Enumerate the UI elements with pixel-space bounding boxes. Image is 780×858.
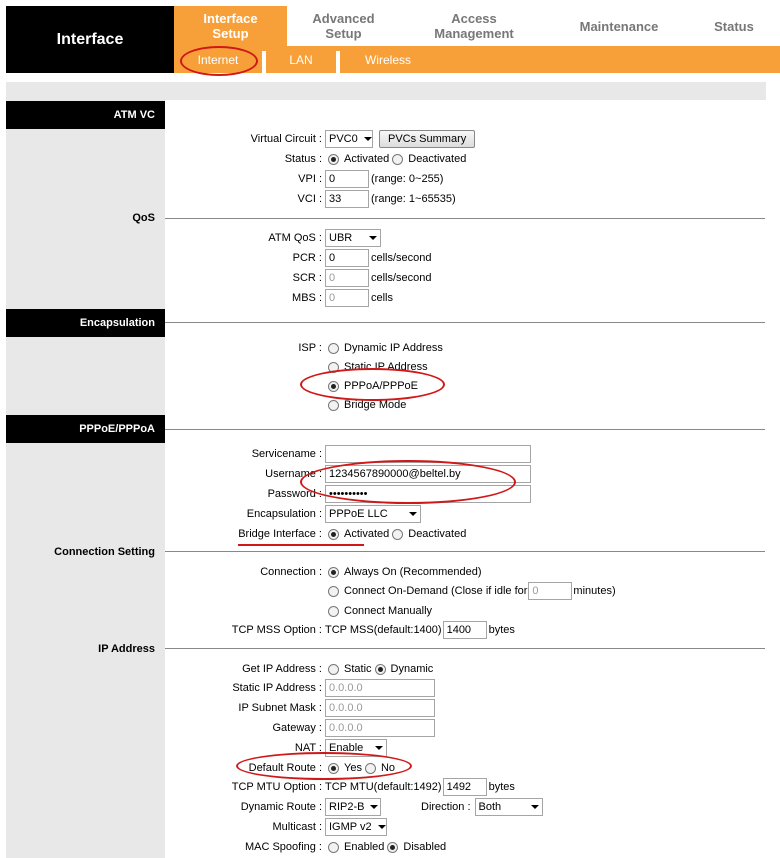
scr-unit: cells/second — [371, 272, 432, 284]
radio-label: Connect Manually — [344, 605, 433, 617]
vpi-input[interactable]: 0 — [325, 170, 369, 188]
tcp-mss-input[interactable]: 1400 — [443, 621, 487, 639]
dynamic-route-label: Dynamic Route : — [240, 801, 322, 813]
section-qos: QoS — [132, 212, 155, 224]
minutes-label: minutes) — [573, 585, 616, 597]
encapsulation-label: Encapsulation : — [246, 508, 322, 520]
radio-label: Always On (Recommended) — [344, 566, 482, 578]
header — [0, 0, 780, 80]
username-input[interactable]: 1234567890000@beltel.by — [325, 465, 531, 483]
radio-label: Dynamic — [390, 663, 434, 675]
nat-label: NAT : — [294, 742, 322, 754]
top-nav — [174, 6, 780, 46]
radio-label: Deactivated — [408, 528, 467, 540]
tab-label: Advanced Setup — [312, 11, 375, 41]
idle-minutes-input[interactable]: 0 — [528, 582, 572, 600]
tab-label: Maintenance — [579, 18, 659, 34]
sub-nav — [174, 46, 780, 73]
tab-maintenance[interactable] — [559, 6, 679, 46]
isp-pppoa-pppoe-radio[interactable] — [328, 381, 339, 392]
default-route-yes-radio[interactable] — [328, 763, 339, 774]
divider — [165, 551, 765, 552]
gateway-label: Gateway : — [272, 722, 322, 734]
dynamic-route-select[interactable] — [325, 798, 381, 816]
tcp-mtu-default-text: TCP MTU(default:1492) — [325, 781, 442, 793]
radio-label: Dynamic IP Address — [344, 342, 443, 354]
radio-label: Static IP Address — [344, 361, 428, 373]
subnet-mask-input[interactable]: 0.0.0.0 — [325, 699, 435, 717]
section-pppoe-pppoa: PPPoE/PPPoA — [6, 415, 165, 443]
vci-label: VCI : — [297, 193, 322, 205]
select-value: PPPoE LLC — [329, 508, 388, 520]
radio-label: Deactivated — [408, 153, 467, 165]
static-ip-input[interactable]: 0.0.0.0 — [325, 679, 435, 697]
vpi-label: VPI : — [298, 173, 322, 185]
pcr-unit: cells/second — [371, 252, 432, 264]
mbs-input[interactable]: 0 — [325, 289, 369, 307]
section-connection-setting: Connection Setting — [54, 546, 155, 558]
divider — [165, 218, 765, 219]
subtab-wireless[interactable]: Wireless — [364, 52, 411, 67]
tcp-mtu-input[interactable]: 1492 — [443, 778, 487, 796]
radio-label: No — [380, 762, 396, 774]
divider — [165, 322, 765, 323]
tab-label: Status — [714, 18, 754, 34]
annotation-underline-bridge — [238, 544, 364, 546]
left-label-column — [6, 82, 165, 858]
tab-label: Access Management — [434, 11, 514, 41]
radio-label: Enabled — [344, 841, 385, 853]
chevron-down-icon — [364, 137, 372, 141]
tcp-mtu-unit: bytes — [488, 781, 515, 793]
select-value: PVC0 — [329, 133, 358, 145]
subtab-internet[interactable]: Internet — [197, 52, 239, 67]
chevron-down-icon — [409, 512, 417, 516]
isp-static-ip-radio[interactable] — [328, 362, 339, 373]
tab-access-management[interactable] — [414, 6, 534, 46]
vci-input[interactable]: 33 — [325, 190, 369, 208]
radio-label: Bridge Mode — [344, 399, 407, 411]
tab-advanced-setup[interactable] — [287, 6, 400, 46]
default-route-no-radio[interactable] — [365, 763, 376, 774]
get-ip-dynamic-radio[interactable] — [375, 664, 386, 675]
section-atm-vc: ATM VC — [6, 101, 165, 129]
divider — [165, 648, 765, 649]
tab-label: Interface Setup — [203, 11, 258, 41]
get-ip-static-radio[interactable] — [328, 664, 339, 675]
mbs-unit: cells — [371, 292, 394, 304]
encapsulation-select[interactable] — [325, 505, 421, 523]
connection-on-demand-radio[interactable] — [328, 586, 339, 597]
select-value: RIP2-B — [329, 801, 365, 813]
servicename-label: Servicename : — [251, 448, 322, 460]
section-encapsulation: Encapsulation — [6, 309, 165, 337]
radio-label: Connect On-Demand (Close if idle for — [344, 585, 528, 597]
isp-bridge-mode-radio[interactable] — [328, 400, 339, 411]
get-ip-label: Get IP Address : — [242, 663, 322, 675]
tcp-mss-label: TCP MSS Option : — [231, 624, 322, 636]
bridge-interface-label: Bridge Interface : — [238, 528, 322, 540]
default-route-label: Default Route : — [248, 762, 322, 774]
vci-range: (range: 1~65535) — [371, 193, 456, 205]
servicename-input[interactable] — [325, 445, 531, 463]
vpi-range: (range: 0~255) — [371, 173, 444, 185]
subtab-lan[interactable]: LAN — [289, 52, 313, 67]
password-input[interactable]: •••••••••• — [325, 485, 531, 503]
mac-spoofing-disabled-radio[interactable] — [387, 842, 398, 853]
static-ip-label: Static IP Address : — [232, 682, 322, 694]
status-deactivated-radio[interactable] — [392, 154, 403, 165]
chevron-down-icon — [378, 825, 386, 829]
bridge-deactivated-radio[interactable] — [392, 529, 403, 540]
pcr-input[interactable]: 0 — [325, 249, 369, 267]
chevron-down-icon — [375, 746, 383, 750]
isp-label: ISP : — [298, 342, 322, 354]
status-label: Status : — [284, 153, 322, 165]
atm-qos-select[interactable] — [325, 229, 381, 247]
password-label: Password : — [267, 488, 322, 500]
mac-spoofing-label: MAC Spoofing : — [244, 841, 322, 853]
tcp-mss-default-text: TCP MSS(default:1400) — [325, 624, 442, 636]
tcp-mss-unit: bytes — [488, 624, 515, 636]
scr-input[interactable]: 0 — [325, 269, 369, 287]
isp-dynamic-ip-radio[interactable] — [328, 343, 339, 354]
atm-qos-label: ATM QoS : — [268, 232, 322, 244]
virtual-circuit-select[interactable] — [325, 130, 373, 148]
tab-interface-setup[interactable] — [174, 6, 287, 46]
section-ip-address: IP Address — [98, 643, 155, 655]
scr-label: SCR : — [292, 272, 322, 284]
radio-label: Disabled — [403, 841, 447, 853]
divider — [165, 429, 765, 430]
chevron-down-icon — [369, 236, 377, 240]
direction-label: Direction : — [421, 801, 471, 813]
virtual-circuit-label: Virtual Circuit : — [250, 133, 322, 145]
connection-label: Connection : — [260, 566, 322, 578]
chevron-down-icon — [370, 805, 378, 809]
pcr-label: PCR : — [292, 252, 322, 264]
username-label: Username : — [265, 468, 322, 480]
gateway-input[interactable]: 0.0.0.0 — [325, 719, 435, 737]
tcp-mtu-label: TCP MTU Option : — [231, 781, 322, 793]
radio-label: Activated — [344, 528, 390, 540]
multicast-select[interactable] — [325, 818, 387, 836]
bridge-activated-radio[interactable] — [328, 529, 339, 540]
radio-label: Static — [344, 663, 372, 675]
multicast-label: Multicast : — [272, 821, 322, 833]
radio-label: PPPoA/PPPoE — [344, 380, 418, 392]
pvcs-summary-button[interactable]: PVCs Summary — [379, 130, 475, 148]
chevron-down-icon — [531, 805, 539, 809]
mac-spoofing-enabled-radio[interactable] — [328, 842, 339, 853]
select-value: UBR — [329, 232, 353, 244]
logo-interface: Interface — [6, 6, 174, 73]
nat-select[interactable] — [325, 739, 387, 757]
radio-label: Yes — [344, 762, 362, 774]
select-value: Both — [478, 801, 502, 813]
radio-label: Activated — [344, 153, 390, 165]
connection-manually-radio[interactable] — [328, 606, 339, 617]
connection-always-on-radio[interactable] — [328, 567, 339, 578]
direction-select[interactable] — [475, 798, 543, 816]
top-grey-bar — [6, 82, 766, 100]
status-activated-radio[interactable] — [328, 154, 339, 165]
subnet-mask-label: IP Subnet Mask : — [238, 702, 322, 714]
select-value: IGMP v2 — [329, 821, 372, 833]
select-value: Enable — [329, 742, 364, 754]
tab-status[interactable] — [699, 6, 769, 46]
mbs-label: MBS : — [292, 292, 322, 304]
